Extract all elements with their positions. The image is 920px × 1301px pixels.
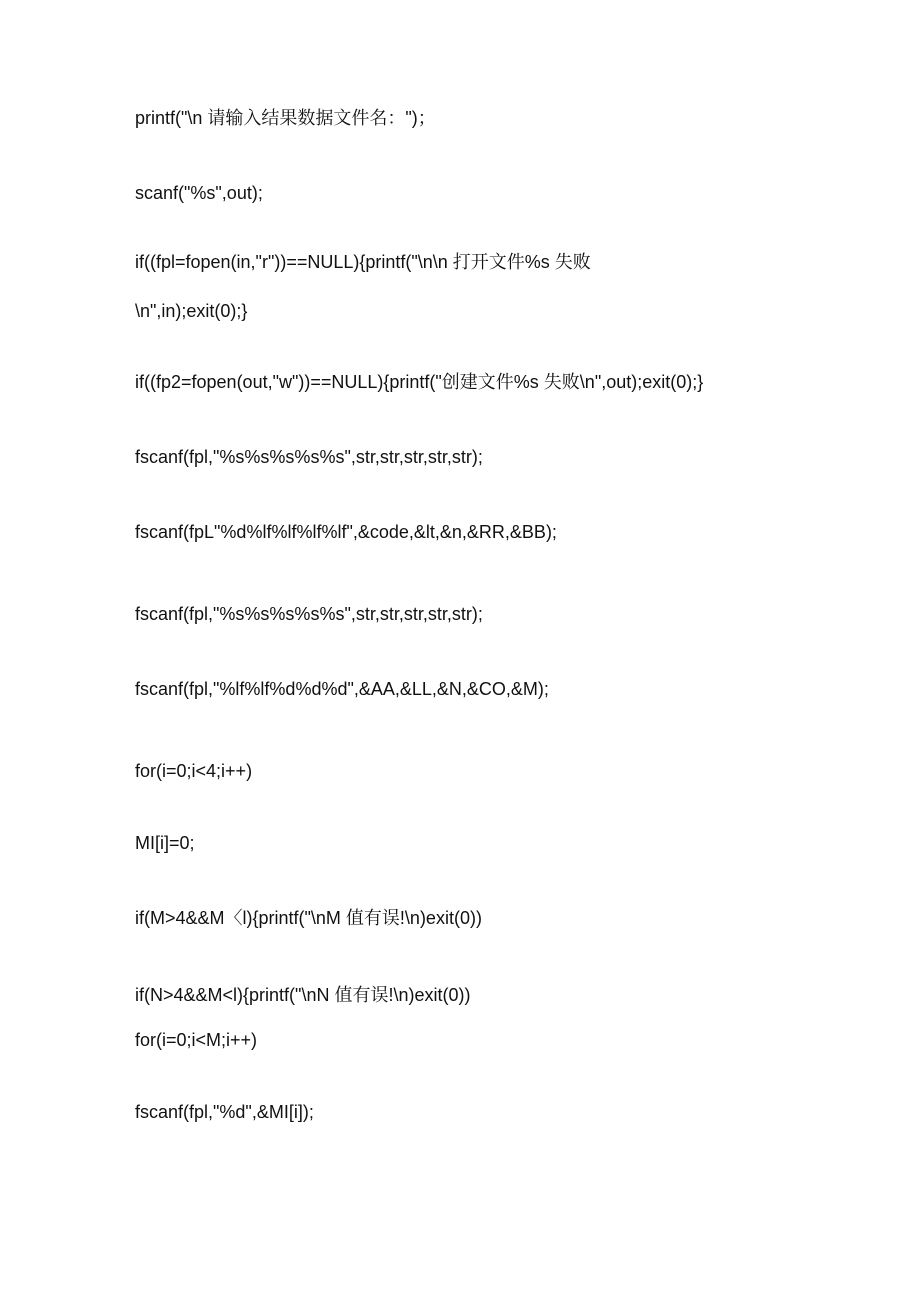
code-line: if((fpl=fopen(in,"r"))==NULL){printf("\n\n 打开文件%s 失败 <box>135 252 591 272</box>
code-line: fscanf(fpL"%d%lf%lf%lf%lf",&code,&lt,&n,&RR,&BB); <box>135 522 557 542</box>
code-line: printf("\n 请输入结果数据文件名：")； <box>135 108 436 128</box>
code-line: scanf("%s",out); <box>135 183 263 203</box>
code-line: \n",in);exit(0);} <box>135 301 248 321</box>
code-line: fscanf(fpl,"%lf%lf%d%d%d",&AA,&LL,&N,&CO,&M); <box>135 679 549 699</box>
code-line: fscanf(fpl,"%s%s%s%s%s",str,str,str,str,str); <box>135 604 483 624</box>
code-line: for(i=0;i<M;i++) <box>135 1030 258 1050</box>
code-line: fscanf(fpl,"%d",&MI[i]); <box>135 1102 314 1122</box>
code-line: for(i=0;i<4;i++) <box>135 761 253 781</box>
code-line: if((fp2=fopen(out,"w"))==NULL){printf("创建文件%s 失败\n",out);exit(0);} <box>135 372 704 392</box>
code-line: if(M>4&&M〈l){printf("\nM 值有误!\n)exit(0)) <box>135 908 482 928</box>
code-line: fscanf(fpl,"%s%s%s%s%s",str,str,str,str,str); <box>135 447 483 467</box>
code-line: MI[i]=0; <box>135 833 195 853</box>
code-line: if(N>4&&M<l){printf("\nN 值有误!\n)exit(0)) <box>135 985 471 1005</box>
